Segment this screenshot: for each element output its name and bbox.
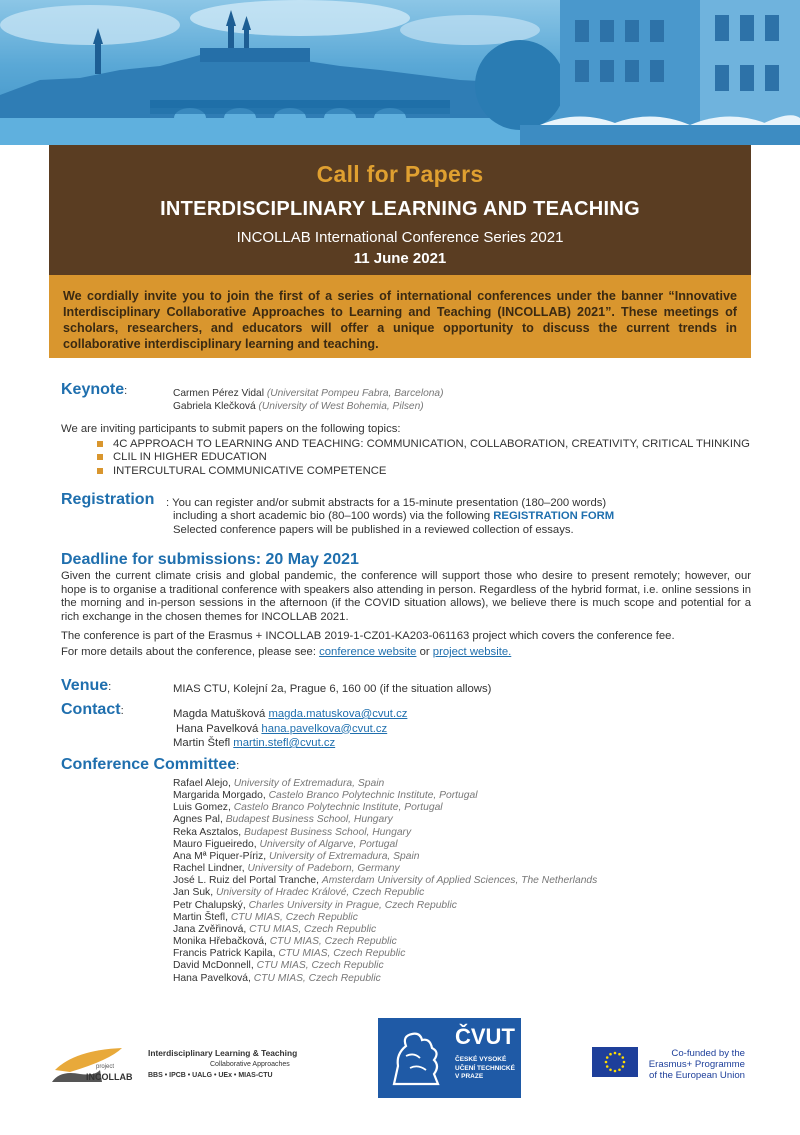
deadline-heading: Deadline for submissions: 20 May 2021 [61,551,359,568]
cvut-logo [378,1018,521,1098]
eu-star [605,1061,608,1064]
details-prefix: For more details about the conference, please see: [61,646,316,659]
committee-list [173,778,597,985]
contact-person: Martin Štefl martin.stefl@cvut.cz [173,737,336,749]
eu-star [618,1053,621,1056]
committee-member: Ana Mª Piquer-Píriz, University of Extremadura, Spain [173,850,420,862]
committee-member: Martin Štefl, CTU MIAS, Czech Republic [173,911,358,923]
incollab-partners: BBS • IPCB • UALG • UEx • MIAS-CTU [148,1072,273,1079]
committee-member: Agnes Pal, Budapest Business School, Hungary [173,814,393,826]
keynote-label: Keynote [61,381,125,398]
committee-member: Jan Suk, University of Hradec Králové, Czech Republic [173,887,425,899]
incollab-logo [50,1040,133,1088]
eu-star [618,1068,621,1071]
incollab-subtitle: Collaborative Approaches [210,1061,290,1068]
contact-person: Magda Matušková magda.matuskova@cvut.cz [173,708,408,720]
registration-line: : You can register and/or submit abstracts for a 15-minute presentation (180–200 words) [166,497,607,509]
topic-item: INTERCULTURAL COMMUNICATIVE COMPETENCE [97,465,750,478]
conference-subtitle: INCOLLAB International Conference Series 2021 [236,229,564,246]
eu-star [606,1065,609,1068]
contact-person: Hana Pavelková hana.pavelkova@cvut.cz [176,722,388,735]
committee-member: Francis Patrick Kapila, CTU MIAS, Czech Republic [173,948,406,960]
committee-member: Rachel Lindner, University of Padeborn, Germany [173,863,400,875]
conference-title: INTERDISCIPLINARY LEARNING AND TEACHING [160,198,640,220]
committee-member: Mauro Figueiredo, University of Algarve, Portugal [173,838,398,850]
committee-member: Petr Chalupský, Charles University in Prague, Czech Republic [173,899,457,911]
committee-member: Luis Gomez, Castelo Branco Polytechnic Institute, Portugal [173,802,443,814]
header-photo-prague [0,0,800,145]
committee-member: Reka Asztalos, Budapest Business School, Hungary [173,826,412,838]
committee-member: Hana Pavelková, CTU MIAS, Czech Republic [173,972,381,984]
registration-form-link[interactable]: REGISTRATION FORM [493,510,615,523]
or-text: or [419,646,430,659]
eu-star [621,1056,624,1059]
committee-member: Rafael Alejo, University of Extremadura, Spain [173,778,385,789]
project-website-link[interactable]: project website. [432,646,512,659]
venue-label: Venue [61,677,109,694]
topics-intro: We are inviting participants to submit papers on the following topics: [61,423,401,435]
eu-star [609,1053,612,1056]
eu-star [609,1068,612,1071]
email-link[interactable]: martin.stefl@cvut.cz [233,737,336,749]
eu-star [621,1065,624,1068]
incollab-text [148,1048,297,1081]
intro-box [49,275,751,358]
committee-member: Monika Hřebačková, CTU MIAS, Czech Republic [173,936,397,948]
committee-member: Margarida Morgado, Castelo Branco Polytechnic Institute, Portugal [173,790,478,802]
registration-label: Registration [61,491,155,508]
logo-incollab-text: INCOLLAB [86,1072,133,1082]
conference-website-link[interactable]: conference website [319,646,417,659]
eu-flag-icon [592,1047,638,1077]
eu-star [614,1070,617,1073]
contact-label: Contact [61,701,121,718]
registration-line: Selected conference papers will be published in a reviewed collection of essays. [173,523,574,536]
erasmus-note: The conference is part of the Erasmus + INCOLLAB 2019-1-CZ01-KA203-061163 project which covers the conference fee. [61,630,675,643]
call-for-papers-heading: Call for Papers [316,161,484,187]
email-link[interactable]: hana.pavelkova@cvut.cz [261,722,388,735]
cvut-name: ČVUT [455,1024,515,1049]
keynote-speaker: Carmen Pérez Vidal (Universitat Pompeu Fabra, Barcelona) [173,388,444,399]
committee-label: Conference Committee [61,756,237,773]
eu-cofunded-text: Co-funded by the Erasmus+ Programme of the European Union [648,1048,745,1081]
email-link[interactable]: magda.matuskova@cvut.cz [268,708,408,720]
incollab-title: Interdisciplinary Learning & Teaching [148,1048,298,1058]
topics-list [97,438,750,478]
title-box [49,145,751,275]
committee-member: José L. Ruiz del Portal Tranche, Amsterdam University of Applied Sciences, The Netherlands [173,875,598,887]
deadline-paragraph: Given the current climate crisis and global pandemic, the conference will support those who desire to present remotely; however, our hope is to organise a traditional conference with speakers also attending in person. Regardless of the hybrid format, i.e. online sessions in the morning and in-person sessions in the afternoon (if the COVID situation allows), we believe there is much scope and potential for a rich exchange in the chosen themes for INCOLLAB 2021. [61,570,751,623]
lion-icon [384,1026,448,1090]
eu-star [614,1052,617,1055]
registration-line: including a short academic bio (80–100 words) via the following [173,510,491,523]
keynote-speaker: Gabriela Klečková (University of West Bohemia, Pilsen) [173,401,424,412]
topic-item: 4C APPROACH TO LEARNING AND TEACHING: COMMUNICATION, COLLABORATION, CREATIVITY, CRITICAL THINKING [97,438,750,451]
eu-star [623,1061,626,1064]
venue-text: MIAS CTU, Kolejní 2a, Prague 6, 160 00 (if the situation allows) [173,683,492,695]
deadline-section [61,553,751,660]
logo-project-text: project [96,1064,115,1070]
footer-logos [0,1010,800,1135]
conference-date: 11 June 2021 [353,250,447,267]
topic-item: CLIL IN HIGHER EDUCATION [97,451,750,464]
committee-member: Jana Zvěřinová, CTU MIAS, Czech Republic [173,923,377,935]
eu-star [606,1056,609,1059]
committee-member: David McDonnell, CTU MIAS, Czech Republic [173,960,384,972]
intro-text: We cordially invite you to join the first of a series of international conferences under the banner “Innovative Interdisciplinary Collaborative Approaches to Learning and Teaching (INCOLLAB) 2021”. These meetings of scholars, researchers, and educators will offer a unique opportunity to discuss the current trends in collaborative interdisciplinary learning and teaching. [63,289,737,351]
cvut-desc: ČESKÉ VYSOKÉ UČENÍ TECHNICKÉ V PRAZE [455,1056,515,1080]
